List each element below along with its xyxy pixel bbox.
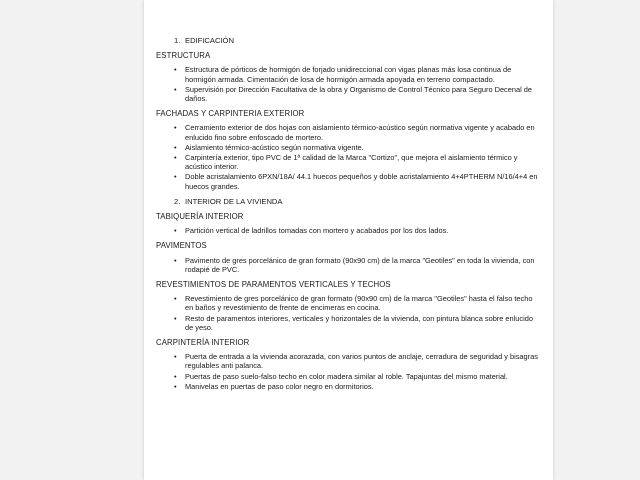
list-item bbox=[156, 143, 542, 152]
list-item-text: Resto de paramentos interiores, verticales y horizontales de la vivienda, con pintura blanca sobre enlucido de yeso. bbox=[185, 313, 533, 332]
bullet-icon: • bbox=[174, 84, 177, 94]
list-item-text: Partición vertical de ladrillos tomadas con mortero y acabados por los dos lados. bbox=[185, 226, 449, 236]
bullet-icon: • bbox=[174, 381, 177, 391]
bullet-list bbox=[156, 294, 542, 332]
bullet-icon: • bbox=[174, 142, 177, 152]
list-item-text: Cerramiento exterior de dos hojas con aislamiento térmico-acústico según normativa vigente y acabado en enlucido fino sobre enfoscado de mortero. bbox=[185, 123, 535, 142]
bullet-icon: • bbox=[174, 226, 177, 236]
list-item bbox=[156, 382, 542, 391]
list-item bbox=[156, 256, 542, 274]
list-item-text: Manivelas en puertas de paso color negro en dormitorios. bbox=[185, 381, 374, 391]
subsection-title: CARPINTERÍA INTERIOR bbox=[156, 338, 250, 348]
subsection-title: REVESTIMIENTOS DE PARAMENTOS VERTICALES Y TECHOS bbox=[156, 280, 391, 290]
list-item-text: Puerta de entrada a la vivienda acorazada, con varios puntos de anclaje, cerradura de seguridad y bisagras regulables anti palanca. bbox=[185, 352, 538, 371]
list-item bbox=[156, 172, 542, 190]
bullet-icon: • bbox=[174, 255, 177, 265]
bullet-list bbox=[156, 256, 542, 274]
list-item bbox=[156, 123, 542, 141]
section-heading bbox=[174, 36, 542, 45]
bullet-list bbox=[156, 226, 542, 235]
section-heading bbox=[174, 197, 542, 206]
bullet-icon: • bbox=[174, 172, 177, 182]
section-number: 2. bbox=[174, 196, 181, 206]
document-content bbox=[156, 36, 542, 397]
subsection-title: PAVIMENTOS bbox=[156, 241, 207, 251]
bullet-icon: • bbox=[174, 153, 177, 163]
list-item-text: Pavimento de gres porcelánico de gran formato (90x90 cm) de la marca "Geotiles" en toda la vivienda, con rodapié de PVC. bbox=[185, 255, 535, 274]
list-item-text: Doble acristalamiento 6PXN/18A/ 44.1 huecos pequeños y doble acristalamiento 4+4PTHERM N/16/4+4 en huecos grandes. bbox=[185, 172, 538, 191]
section-title: EDIFICACIÓN bbox=[185, 36, 234, 45]
list-item bbox=[156, 65, 542, 83]
document-page bbox=[144, 0, 553, 480]
bullet-list bbox=[156, 123, 542, 190]
list-item bbox=[156, 372, 542, 381]
list-item-text: Supervisión por Dirección Facultativa de la obra y Organismo de Control Técnico para Seguro Decenal de daños. bbox=[185, 84, 532, 104]
bullet-list bbox=[156, 65, 542, 103]
bullet-icon: • bbox=[174, 371, 177, 381]
list-item-text: Revestimiento de gres porcelánico de gran formato (90x90 cm) de la marca "Geotiles" hasta el falso techo en baños y revestimiento de frente de encimeras en cocina. bbox=[185, 294, 533, 313]
bullet-icon: • bbox=[174, 294, 177, 304]
subsection-title: TABIQUERÍA INTERIOR bbox=[156, 212, 244, 222]
list-item-text: Estructura de pórticos de hormigón de forjado unidireccional con vigas planas más losa continua de hormigón armada. Cimentación de losa de hormigón armada apoyada en terreno compactado. bbox=[185, 65, 512, 84]
list-item bbox=[156, 314, 542, 332]
list-item bbox=[156, 352, 542, 370]
bullet-icon: • bbox=[174, 123, 177, 133]
bullet-icon: • bbox=[174, 313, 177, 323]
bullet-icon: • bbox=[174, 352, 177, 362]
subsection-title: FACHADAS Y CARPINTERIA EXTERIOR bbox=[156, 109, 305, 119]
section-title: INTERIOR DE LA VIVIENDA bbox=[185, 196, 283, 206]
list-item bbox=[156, 226, 542, 235]
list-item bbox=[156, 153, 542, 171]
section-number: 1. bbox=[174, 36, 181, 45]
subsection-title: ESTRUCTURA bbox=[156, 51, 211, 61]
bullet-icon: • bbox=[174, 65, 177, 75]
bullet-list bbox=[156, 352, 542, 391]
list-item bbox=[156, 294, 542, 312]
list-item-text: Aislamiento térmico-acústico según normativa vigente. bbox=[185, 142, 364, 152]
list-item-text: Carpintería exterior, tipo PVC de 1ª calidad de la Marca "Cortizo", que mejora el aislamiento térmico y acústico interior. bbox=[185, 153, 518, 172]
list-item bbox=[156, 85, 542, 103]
list-item-text: Puertas de paso suelo-falso techo en color madera similar al roble. Tapajuntas del mismo material. bbox=[185, 371, 508, 381]
